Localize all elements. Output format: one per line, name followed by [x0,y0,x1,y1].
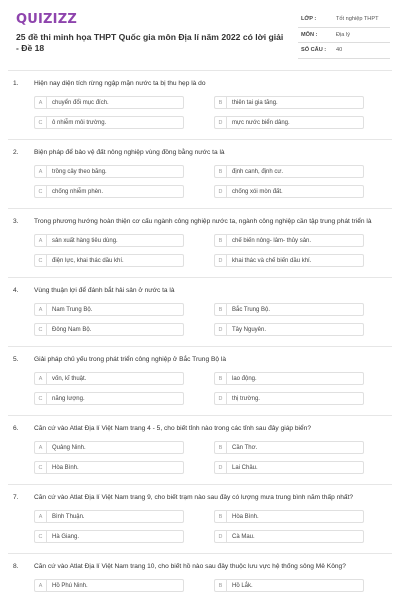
option-text: Bình Thuận. [52,513,85,520]
option-text: Bắc Trung Bộ. [232,306,271,313]
meta-label: SỐ CÂU : [301,47,327,54]
option-a[interactable] [34,510,184,523]
option-letter: D [215,393,227,404]
option-letter: B [215,442,227,453]
option-b[interactable] [214,441,364,454]
meta-value: Tốt nghiệp THPT [336,16,379,23]
question-text: Biện pháp để bảo vệ đất nông nghiệp vùng đồng bằng nước ta là [34,149,225,156]
option-text: Tây Nguyên. [232,326,267,333]
option-letter: D [215,255,227,266]
option-c[interactable] [34,254,184,267]
question-number: 4. [13,287,19,294]
option-letter: D [215,324,227,335]
option-c[interactable] [34,392,184,405]
question-text: Trong phương hướng hoàn thiện cơ cấu ngành công nghiệp nước ta, ngành công nghiệp cần tập trung phát triển là [34,218,372,225]
option-a[interactable] [34,441,184,454]
option-letter: B [215,580,227,591]
option-b[interactable] [214,303,364,316]
option-text: chuyển đổi mục đích. [52,99,109,106]
option-letter: B [215,304,227,315]
document-title: 25 đề thi minh họa THPT Quốc gia môn Địa lí năm 2022 có lời giải - Đề 18 [16,32,284,53]
divider [8,208,392,209]
option-text: khai thác và chế biến dầu khí. [232,257,312,264]
option-text: Đông Nam Bộ. [52,326,92,333]
meta-row-class [298,12,390,28]
option-letter: C [35,531,47,542]
option-b[interactable] [214,510,364,523]
option-text: mực nước biển dâng. [232,119,290,126]
question-number: 5. [13,356,19,363]
meta-table [298,12,390,59]
option-c[interactable] [34,323,184,336]
question-text: Giải pháp chủ yếu trong phát triển công nghiệp ở Bắc Trung Bộ là [34,356,227,363]
option-text: chế biến nông- lâm- thủy sản. [232,237,312,244]
question-text: Hiện nay diện tích rừng ngập mặn nước ta bị thu hẹp là do [34,80,206,87]
divider [8,277,392,278]
option-letter: A [35,235,47,246]
option-text: thị trường. [232,395,260,402]
option-letter: D [215,462,227,473]
divider [8,484,392,485]
option-text: Hồ Phú Ninh. [52,582,88,589]
option-a[interactable] [34,96,184,109]
option-text: Cà Mau. [232,533,255,540]
option-letter: B [215,97,227,108]
option-d[interactable] [214,461,364,474]
option-b[interactable] [214,165,364,178]
divider [8,139,392,140]
divider [8,415,392,416]
option-text: Hòa Bình. [232,513,259,520]
option-b[interactable] [214,96,364,109]
question-text: Vùng thuận lợi để đánh bắt hải sản ở nước ta là [34,287,175,294]
option-text: điện lực, khai thác dầu khí. [52,257,124,264]
option-b[interactable] [214,372,364,385]
question-number: 6. [13,425,19,432]
option-letter: A [35,442,47,453]
option-a[interactable] [34,165,184,178]
option-a[interactable] [34,579,184,592]
option-letter: D [215,117,227,128]
option-letter: D [215,531,227,542]
meta-label: MÔN : [301,31,318,38]
meta-label: LỚP : [301,16,317,23]
option-d[interactable] [214,323,364,336]
option-letter: B [215,166,227,177]
option-text: sản xuất hàng tiêu dùng. [52,237,118,244]
option-letter: C [35,117,47,128]
option-d[interactable] [214,392,364,405]
option-text: Nam Trung Bộ. [52,306,93,313]
meta-value: Địa lý [336,31,350,38]
option-text: Hòa Bình. [52,464,79,471]
option-text: năng lượng. [52,395,85,402]
option-c[interactable] [34,116,184,129]
question-text: Căn cứ vào Atlat Địa lí Việt Nam trang 10, cho biết hồ nào sau đây thuộc lưu vực hệ thống sông Mê Kông? [34,563,346,570]
option-text: chống xói mòn đất. [232,188,283,195]
question-text: Căn cứ vào Atlat Địa lí Việt Nam trang 4 - 5, cho biết tỉnh nào trong các tỉnh sau đây giáp biển? [34,425,311,432]
question-number: 1. [13,80,19,87]
option-letter: B [215,373,227,384]
option-a[interactable] [34,372,184,385]
option-letter: A [35,166,47,177]
option-letter: C [35,186,47,197]
divider [8,346,392,347]
question-number: 2. [13,149,19,156]
question-number: 3. [13,218,19,225]
question-text: Căn cứ vào Atlat Địa lí Việt Nam trang 9, cho biết trạm nào sau đây có lượng mưa trung bình năm thấp nhất? [34,494,354,501]
option-letter: A [35,580,47,591]
option-a[interactable] [34,303,184,316]
option-text: Hà Giang. [52,533,80,540]
option-c[interactable] [34,530,184,543]
meta-value: 40 [336,47,343,54]
option-letter: D [215,186,227,197]
quizizz-logo[interactable]: QUIZIZZ [16,12,77,27]
option-d[interactable] [214,185,364,198]
option-b[interactable] [214,579,364,592]
divider [8,70,392,71]
question-number: 7. [13,494,19,501]
option-letter: B [215,235,227,246]
option-d[interactable] [214,254,364,267]
option-text: thiên tai gia tăng. [232,99,278,106]
option-text: ô nhiễm môi trường. [52,119,107,126]
option-text: vốn, kĩ thuật. [52,375,87,382]
option-text: Quảng Ninh. [52,444,86,451]
option-letter: B [215,511,227,522]
option-text: Hồ Lắk. [232,582,253,589]
option-letter: C [35,255,47,266]
option-text: lao động. [232,375,257,382]
option-letter: C [35,462,47,473]
option-letter: C [35,324,47,335]
option-text: định canh, định cư. [232,168,284,175]
option-d[interactable] [214,116,364,129]
option-d[interactable] [214,530,364,543]
option-text: chống nhiễm phèn. [52,188,104,195]
option-c[interactable] [34,461,184,474]
header [0,0,400,68]
option-letter: A [35,511,47,522]
question-number: 8. [13,563,19,570]
meta-row-count [298,43,390,59]
option-c[interactable] [34,185,184,198]
option-letter: C [35,393,47,404]
meta-row-subject [298,28,390,44]
divider [8,553,392,554]
option-text: Lai Châu. [232,464,258,471]
option-text: trồng cây theo băng. [52,168,107,175]
option-letter: A [35,304,47,315]
option-text: Cần Thơ. [232,444,258,451]
option-letter: A [35,373,47,384]
option-a[interactable] [34,234,184,247]
option-letter: A [35,97,47,108]
option-b[interactable] [214,234,364,247]
